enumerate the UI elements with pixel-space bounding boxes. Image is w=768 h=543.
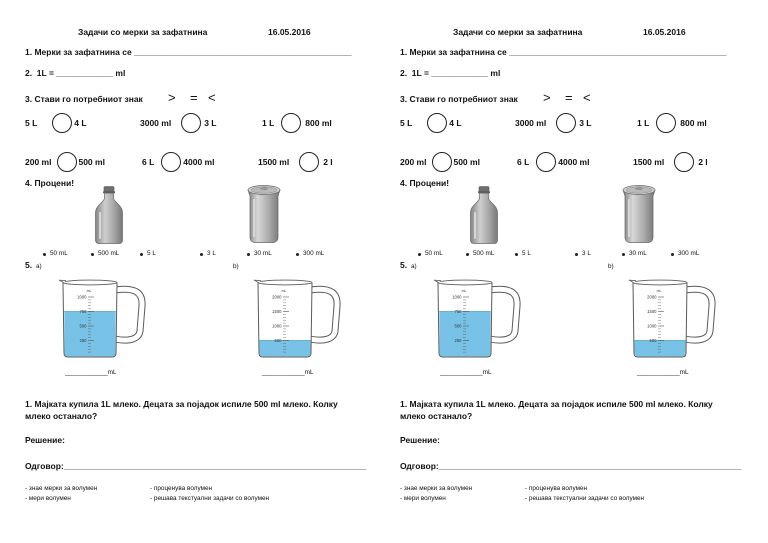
question-1 [400, 47, 727, 57]
bottle-image [91, 186, 127, 244]
word-problem-line: 1. Мајката купила 1L млеко. Децата за појадок испиле 500 ml млеко. Колку [400, 399, 713, 409]
scale-label: 750 [79, 308, 87, 314]
compare-pair [633, 152, 708, 172]
compare-pair [262, 113, 332, 133]
compare-left-value: 5 L [25, 118, 38, 128]
question-2-blank: ____________ [56, 68, 114, 78]
question-1-blank: ______________________________________________ [509, 47, 727, 57]
compare-right-value: 2 l [323, 157, 333, 167]
bottle-option: 5 L [515, 250, 531, 258]
compare-pair [25, 113, 87, 133]
answer-circle [674, 152, 694, 172]
compare-pair [258, 152, 333, 172]
compare-left-value: 200 ml [25, 157, 52, 167]
compare-pair [515, 113, 591, 133]
jug-b-answer-blank: ____________mL [637, 369, 689, 376]
question-2-unit: ml [115, 68, 126, 78]
scale-label: 1000 [452, 294, 462, 300]
scale-label: 2000 [272, 294, 282, 300]
compare-left-value: 6 L [142, 157, 155, 167]
jug-spout [434, 280, 441, 282]
compare-pair [400, 113, 462, 133]
scale-label: 500 [649, 337, 657, 343]
compare-right-value: 500 ml [453, 157, 480, 167]
can-image [244, 182, 284, 244]
answer-circle [181, 113, 201, 133]
sign-greater: > [543, 90, 551, 105]
compare-right-value: 3 L [204, 118, 217, 128]
answer-circle [427, 113, 447, 133]
objective-item: - знае мерки за волумен [25, 485, 98, 492]
answer-line [25, 461, 366, 471]
question-5-number: 5. [25, 260, 33, 270]
worksheet-title: Задачи со мерки за зафатнина [453, 27, 583, 37]
jug-a-answer-blank: ____________mL [65, 369, 117, 376]
solution-label: Решение: [400, 435, 440, 445]
compare-pair [25, 152, 105, 172]
answer-blank: ________________________________________________________________ [438, 461, 742, 471]
worksheet-date: 16.05.2016 [643, 27, 686, 37]
objective-item: - проценува волумен [150, 485, 213, 492]
scale-label: 1500 [647, 308, 657, 314]
scale-label: 250 [79, 337, 87, 343]
question-3-text: 3. Стави го потребниот знак [400, 94, 518, 104]
compare-right-value: 800 ml [305, 118, 332, 128]
bottle-cap [479, 187, 489, 192]
compare-right-value: 2 l [698, 157, 708, 167]
scale-unit: mL [461, 289, 467, 293]
question-5-number: 5. [400, 260, 408, 270]
scale-label: 750 [454, 308, 462, 314]
compare-left-value: 1 L [637, 118, 650, 128]
scale-label: 2000 [647, 294, 657, 300]
bottle-image [466, 186, 502, 244]
worksheet-title: Задачи со мерки за зафатнина [78, 27, 208, 37]
worksheet-date: 16.05.2016 [268, 27, 311, 37]
sign-equal: = [190, 90, 198, 105]
answer-circle [161, 152, 181, 172]
jug-a-answer-blank: ____________mL [440, 369, 492, 376]
measuring-jug-b [253, 276, 343, 360]
compare-left-value: 6 L [517, 157, 530, 167]
compare-pair [400, 152, 480, 172]
compare-left-value: 3000 ml [515, 118, 547, 128]
jug-a-label: a) [411, 263, 417, 270]
sign-less: < [208, 90, 216, 105]
can-option: 3 L [200, 250, 216, 258]
answer-label: Одговор: [400, 461, 439, 471]
objective-item: - решава текстуални задачи со волумен [150, 495, 270, 502]
scale-unit: mL [656, 289, 662, 293]
answer-circle [656, 113, 676, 133]
question-2 [400, 68, 500, 78]
answer-blank: ________________________________________________________________ [63, 461, 367, 471]
compare-pair [637, 113, 707, 133]
can-body [623, 190, 655, 243]
scale-label: 500 [454, 323, 462, 329]
jug-water [634, 341, 685, 357]
compare-right-value: 4000 ml [183, 157, 215, 167]
question-1-blank: ______________________________________________ [134, 47, 352, 57]
scale-label: 1000 [272, 323, 282, 329]
objective-item: - мери волумен [400, 495, 446, 502]
answer-circle [299, 152, 319, 172]
worksheet-right [375, 0, 759, 543]
question-1-text: 1. Мерки за зафатнина се [25, 47, 132, 57]
jug-spout [254, 280, 261, 282]
question-2 [25, 68, 125, 78]
sign-equal: = [565, 90, 573, 105]
compare-right-value: 3 L [579, 118, 592, 128]
compare-left-value: 5 L [400, 118, 413, 128]
can-option: 30 mL [622, 250, 647, 258]
objective-item: - решава текстуални задачи со волумен [525, 495, 645, 502]
scale-unit: mL [86, 289, 92, 293]
compare-right-value: 4 L [74, 118, 87, 128]
answer-circle [52, 113, 72, 133]
measuring-jug-a [433, 276, 523, 360]
compare-left-value: 200 ml [400, 157, 427, 167]
jug-b-label: b) [233, 263, 239, 270]
question-2-prefix: 2. 1L = [400, 68, 429, 78]
answer-circle [57, 152, 77, 172]
answer-circle [536, 152, 556, 172]
scale-label: 1000 [77, 294, 87, 300]
bottle-option: 500 mL [91, 250, 119, 258]
can-image [619, 182, 659, 244]
jug-b-answer-blank: ____________mL [262, 369, 314, 376]
answer-label: Одговор: [25, 461, 64, 471]
scale-label: 1000 [647, 323, 657, 329]
word-problem-line: млеко останало? [400, 411, 473, 421]
solution-label: Решение: [25, 435, 65, 445]
compare-right-value: 4000 ml [558, 157, 590, 167]
jug-water [439, 312, 490, 357]
jug-a-label: a) [36, 263, 42, 270]
bottle-option: 5 L [140, 250, 156, 258]
objective-item: - мери волумен [25, 495, 71, 502]
word-problem-line: 1. Мајката купила 1L млеко. Децата за појадок испиле 500 ml млеко. Колку [25, 399, 338, 409]
can-body [248, 190, 280, 243]
scale-label: 500 [274, 337, 282, 343]
can-option: 300 mL [671, 250, 699, 258]
objective-item: - знае мерки за волумен [400, 485, 473, 492]
sign-less: < [583, 90, 591, 105]
question-4-text: 4. Процени! [25, 178, 75, 188]
jug-water [259, 341, 310, 357]
jug-water [64, 312, 115, 357]
scale-label: 250 [454, 337, 462, 343]
question-3-text: 3. Стави го потребниот знак [25, 94, 143, 104]
answer-circle [432, 152, 452, 172]
can-option: 3 L [575, 250, 591, 258]
compare-pair [142, 152, 214, 172]
answer-line [400, 461, 741, 471]
compare-right-value: 4 L [449, 118, 462, 128]
question-2-unit: ml [490, 68, 501, 78]
compare-left-value: 1500 ml [633, 157, 665, 167]
scale-unit: mL [281, 289, 287, 293]
measuring-jug-b [628, 276, 718, 360]
question-1-text: 1. Мерки за зафатнина се [400, 47, 507, 57]
can-option: 30 mL [247, 250, 272, 258]
bottle-option: 50 mL [418, 250, 443, 258]
question-4-text: 4. Процени! [400, 178, 450, 188]
compare-left-value: 3000 ml [140, 118, 172, 128]
compare-left-value: 1 L [262, 118, 275, 128]
jug-b-label: b) [608, 263, 614, 270]
jug-spout [59, 280, 66, 282]
bottle-cap [104, 187, 114, 192]
measuring-jug-a [58, 276, 148, 360]
question-2-blank: ____________ [431, 68, 489, 78]
can-option: 300 mL [296, 250, 324, 258]
question-2-prefix: 2. 1L = [25, 68, 54, 78]
jug-spout [629, 280, 636, 282]
compare-right-value: 500 ml [78, 157, 105, 167]
scale-label: 500 [79, 323, 87, 329]
compare-right-value: 800 ml [680, 118, 707, 128]
answer-circle [281, 113, 301, 133]
sign-greater: > [168, 90, 176, 105]
answer-circle [556, 113, 576, 133]
compare-pair [140, 113, 216, 133]
objective-item: - проценува волумен [525, 485, 588, 492]
scale-label: 1500 [272, 308, 282, 314]
compare-left-value: 1500 ml [258, 157, 290, 167]
bottle-option: 500 mL [466, 250, 494, 258]
word-problem-line: млеко останало? [25, 411, 98, 421]
bottle-option: 50 mL [43, 250, 68, 258]
question-1 [25, 47, 352, 57]
compare-pair [517, 152, 589, 172]
